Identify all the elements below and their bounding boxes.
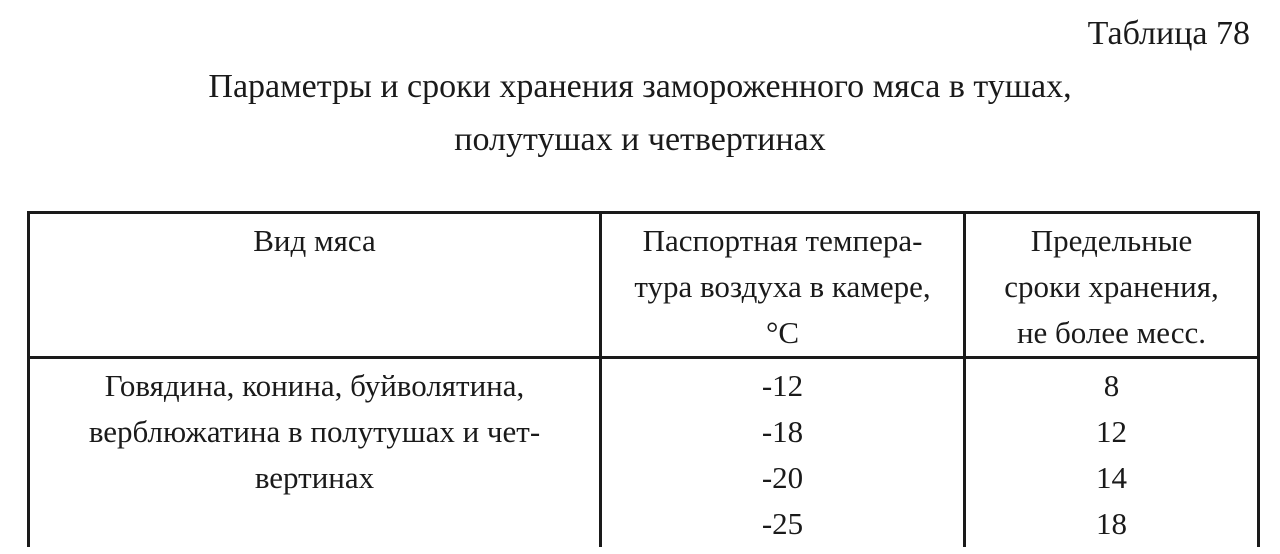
storage-months-value: 14 <box>1096 460 1127 495</box>
meat-type-line: Говядина, конина, буйволятина, <box>104 368 525 403</box>
cell-meat-type <box>29 358 601 548</box>
temperature-value: -18 <box>761 414 804 449</box>
header-meat-type-line: Вид мяса <box>253 223 376 258</box>
storage-months-value: 18 <box>1096 506 1127 541</box>
header-storage-period-line: не более месс. <box>1016 315 1207 350</box>
table-row <box>29 358 1259 548</box>
header-storage-period <box>965 213 1259 358</box>
temperature-value: -25 <box>761 506 804 541</box>
storage-months-value: 8 <box>1103 368 1120 403</box>
meat-storage-table <box>27 211 1260 547</box>
header-storage-period-line: Предельные <box>1030 223 1193 258</box>
table-title-line-1: Параметры и сроки хранения замороженного мяса в тушах, <box>208 68 1072 105</box>
header-row <box>29 213 1259 358</box>
cell-temperatures <box>601 358 965 548</box>
table-number: Таблица 78 <box>1087 15 1250 52</box>
header-meat-type <box>29 213 601 358</box>
header-temperature-line: °С <box>765 315 800 350</box>
temperature-value: -20 <box>761 460 804 495</box>
header-temperature <box>601 213 965 358</box>
header-storage-period-line: сроки хранения, <box>1004 269 1219 304</box>
storage-months-value: 12 <box>1096 414 1127 449</box>
header-temperature-line: Паспортная темпера- <box>642 223 923 258</box>
meat-type-line: верблюжатина в полутушах и чет- <box>88 414 541 449</box>
table-title-line-2: полутушах и четвертинах <box>454 121 826 158</box>
header-temperature-line: тура воздуха в камере, <box>634 269 931 304</box>
meat-type-line: вертинах <box>254 460 375 495</box>
cell-storage-months <box>965 358 1259 548</box>
temperature-value: -12 <box>761 368 804 403</box>
